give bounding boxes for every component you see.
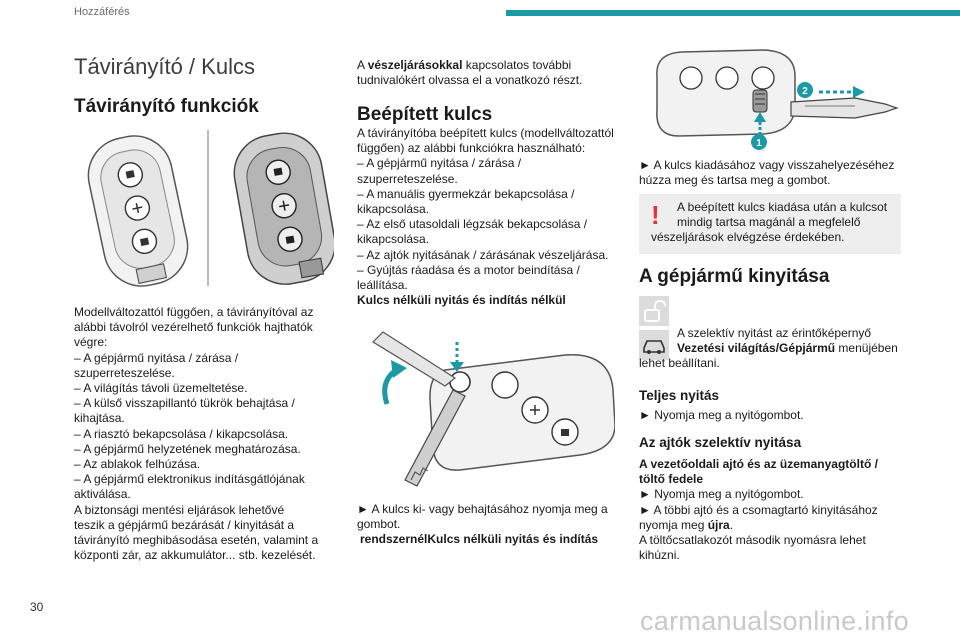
- text-line: húzza meg és tartsa meg a gombot.: [639, 173, 831, 188]
- list-item: – A gépjármű nyitása / zárása /: [357, 156, 522, 171]
- selective-unlock-text: [639, 457, 878, 563]
- callout-1: 1: [756, 138, 762, 149]
- instruction-step: ► A kulcs kiadásához vagy visszahelyezéséhez: [639, 158, 895, 172]
- list-item: – A gépjármű nyitása / zárása /: [74, 350, 239, 365]
- text-line: vészeljárások elvégzése érdekében.: [651, 230, 845, 245]
- integrated-key-text: [357, 126, 614, 308]
- text-line: nyomja meg újra.: [639, 517, 734, 532]
- heading-integrated-key: Beépített kulcs: [357, 104, 493, 125]
- instruction-step: ► Nyomja meg a nyitógombot.: [639, 487, 804, 502]
- remote-functions-text: [74, 305, 318, 563]
- page-number: 30: [30, 600, 44, 614]
- text-line: kihúzni.: [639, 548, 680, 563]
- callout-2: 2: [802, 86, 808, 97]
- text-line: töltő fedele: [639, 472, 704, 487]
- flip-key-illustration: [365, 330, 615, 490]
- list-item: – Az ablakok felhúzása.: [74, 457, 201, 472]
- full-unlock-text: [639, 408, 804, 423]
- text-line: Modellváltozattól függően, a távirányítóval az: [74, 305, 314, 319]
- list-item: – A gépjármű elektronikus indításgátlójának: [74, 472, 305, 487]
- text-line: kihajtása.: [74, 411, 125, 426]
- subheading-keyless: Kulcs nélküli nyitás és indítás nélkül: [357, 293, 566, 308]
- list-item: – Az ajtók nyitásának / zárásának vészeljárása.: [357, 247, 609, 262]
- emergency-reference-text: [357, 58, 582, 88]
- keyless-system-label: rendszernélKulcs nélküli nyitás és indítás: [360, 532, 599, 547]
- warning-box: [639, 194, 901, 254]
- text-line: tudnivalókért olvassa el a vonatkozó részt.: [357, 73, 583, 88]
- text-line: kikapcsolása.: [357, 202, 430, 217]
- page-title: Távirányító / Kulcs: [74, 54, 255, 79]
- list-item: – A külső visszapillantó tükrök behajtása /: [74, 396, 295, 411]
- text-line: végre:: [74, 335, 108, 350]
- left-remote-key: [81, 129, 194, 291]
- heading-selective-unlock: Az ajtók szelektív nyitása: [639, 435, 802, 450]
- remote-keys-illustration: [78, 126, 334, 291]
- key-release-instruction: [639, 158, 894, 188]
- flip-key-instruction: [357, 502, 608, 548]
- text-line: leállítása.: [357, 278, 408, 293]
- text-line: mindig tartsa magánál a megfelelő: [677, 215, 861, 230]
- list-item: – A riasztó bekapcsolása / kikapcsolása.: [74, 426, 289, 441]
- list-item: – Az első utasoldali légzsák bekapcsolása /: [357, 217, 588, 232]
- key-release-illustration: [645, 46, 907, 150]
- section-label: Hozzáférés: [74, 6, 130, 18]
- right-remote-key: [228, 127, 334, 290]
- text-line: A biztonsági mentési eljárások lehetővé: [74, 502, 285, 517]
- text-line: A vészeljárásokkal kapcsolatos további: [357, 58, 572, 72]
- text-line: lehet beállítani.: [639, 356, 720, 371]
- text-line: A szelektív nyitást az érintőképernyő: [677, 326, 872, 340]
- list-item: – A manuális gyermekzár bekapcsolása /: [357, 186, 575, 201]
- text-line: gombot.: [357, 517, 401, 532]
- text-line: A távirányítóba beépített kulcs (modellváltozattól: [357, 126, 614, 140]
- list-item: – A világítás távoli üzemeltetése.: [74, 381, 248, 396]
- text-line: távirányító meghibásodása esetén, valamint a: [74, 533, 319, 548]
- list-item: – A gépjármű helyzetének meghatározása.: [74, 441, 301, 456]
- text-line: alábbi távolról vezérelhető funkciók hajthatók: [74, 320, 313, 335]
- unlock-icon: [639, 296, 669, 326]
- heading-remote-functions: Távirányító funkciók: [74, 96, 259, 117]
- instruction-step: ► Nyomja meg a nyitógombot.: [639, 408, 804, 422]
- warning-text: [639, 200, 887, 246]
- text-line: aktiválása.: [74, 487, 131, 502]
- selective-setting-text: [639, 326, 898, 372]
- text-line: szuperreteszelése.: [74, 365, 175, 380]
- instruction-step: ► A többi ajtó és a csomagtartó kinyitásához: [639, 502, 878, 517]
- text-line: függően) az alábbi funkciókra használható:: [357, 141, 586, 156]
- text-line: A vezetőoldali ajtó és az üzemanyagtöltő /: [639, 457, 878, 471]
- header-accent-bar: [506, 10, 960, 16]
- heading-full-unlock: Teljes nyitás: [639, 388, 720, 403]
- warning-icon: !: [651, 200, 660, 230]
- text-line: A beépített kulcs kiadása után a kulcsot: [677, 200, 888, 214]
- emergency-link[interactable]: vészeljárásokkal: [367, 58, 463, 72]
- menu-path: Vezetési világítás/Gépjármű: [677, 341, 836, 356]
- watermark: carmanualsonline.info: [640, 606, 909, 636]
- text-line: központi zár, az akkumulátor... stb. kezelését.: [74, 548, 316, 563]
- text-line: teszik a gépjármű bezárását / kinyitását a: [74, 517, 295, 532]
- text-line: kikapcsolása.: [357, 232, 430, 247]
- text-line: szuperreteszelése.: [357, 171, 458, 186]
- instruction-step: ► A kulcs ki- vagy behajtásához nyomja meg a: [357, 502, 608, 516]
- list-item: – Gyújtás ráadása és a motor beindítása /: [357, 262, 580, 277]
- text-line: Vezetési világítás/Gépjármű menüjében: [677, 341, 898, 356]
- heading-unlocking: A gépjármű kinyitása: [639, 266, 830, 287]
- text-line: A töltőcsatlakozót második nyomásra lehet: [639, 533, 866, 548]
